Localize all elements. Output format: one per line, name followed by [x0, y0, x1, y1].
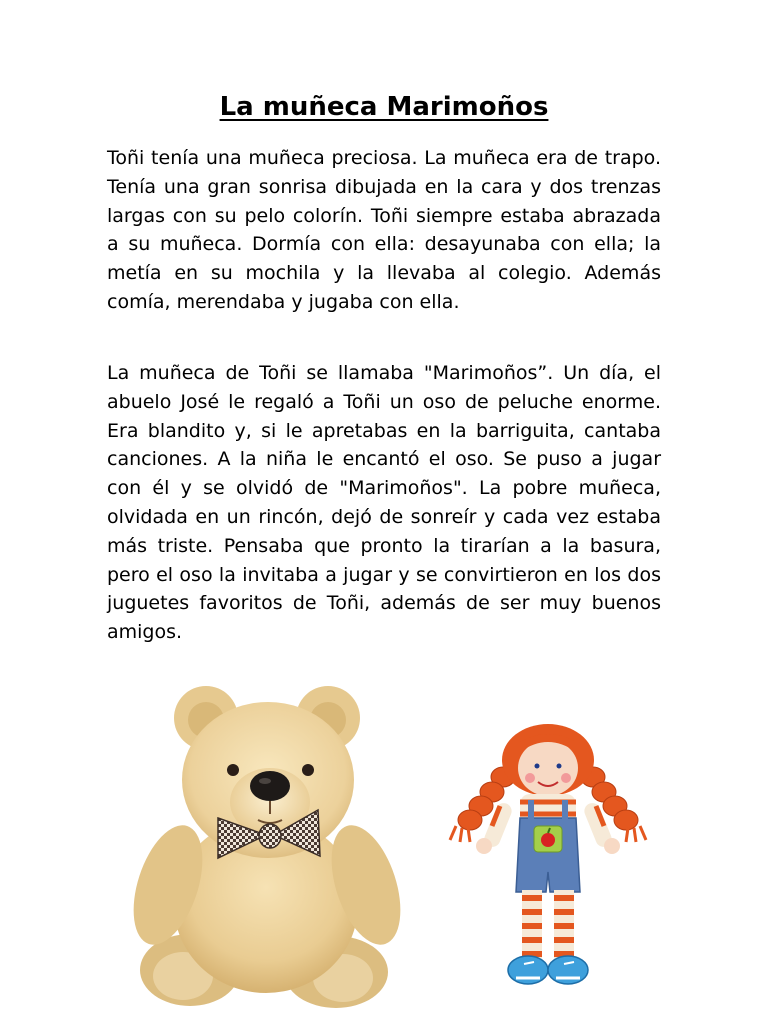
- story-paragraph-2: La muñeca de Toñi se llamaba "Marimoños”. Un día, el abuelo José le regaló a Toñi un oso de peluche enorme. Era blandito y, si le apretabas en la barriguita, cantaba canciones. A la niña le encantó el oso. Se puso a jugar con él y se olvidó de "Marimoños". La pobre muñeca, olvidada en un rincón, dejó de sonreír y cada vez estaba más triste. Pensaba que pronto la tirarían a la basura, pero el oso la invitaba a jugar y se convirtieron en los dos juguetes favoritos de Toñi, además de ser muy buenos amigos.: [107, 362, 661, 644]
- story-paragraph-1: Toñi tenía una muñeca preciosa. La muñeca era de trapo. Tenía una gran sonrisa dibujada en la cara y dos trenzas largas con su pelo colorín. Toñi siempre estaba abrazada a su muñeca. Dormía con ella: desayunaba con ella; la metía en su mochila y la llevaba al colegio. Además comía, merendaba y jugaba con ella.: [107, 147, 661, 313]
- rag-doll-illustration: [448, 722, 648, 992]
- page-title: La muñeca Marimoños: [219, 92, 549, 122]
- teddy-bear-illustration: [128, 680, 408, 1010]
